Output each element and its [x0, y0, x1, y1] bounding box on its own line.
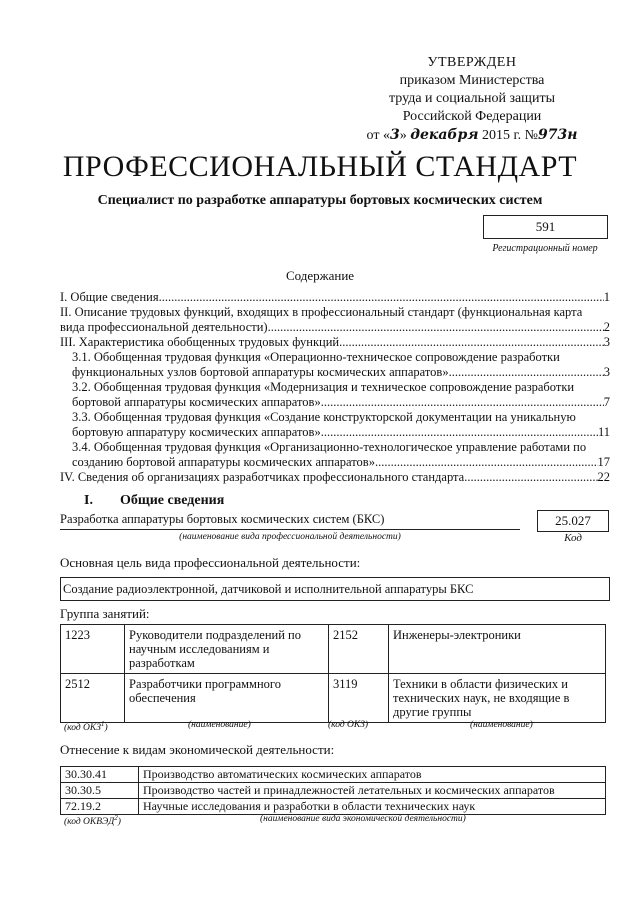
toc-item-page: 3 [603, 365, 610, 379]
okved-code: 30.30.41 [61, 767, 139, 783]
table-row [61, 767, 606, 783]
toc-item-text: 3.2. Обобщенная трудовая функция «Модернизация и техническое сопровождение разработки [72, 380, 575, 394]
approval-title: УТВЕРЖДЕН [427, 55, 517, 70]
okz-name: Техники в области физических и технических наук, не входящие в другие группы [389, 674, 606, 723]
section-heading [84, 493, 224, 509]
toc-item-text: IV. Сведения об организациях разработчиках профессионального стандарта [60, 470, 465, 484]
toc-item[interactable] [60, 380, 610, 410]
table-of-contents [60, 290, 610, 485]
toc-item-text: III. Характеристика обобщенных трудовых функций [60, 335, 340, 349]
approval-line-2: труда и социальной защиты [389, 91, 555, 106]
toc-leader [339, 335, 604, 350]
okved-table [60, 766, 606, 815]
okz-code: 1223 [61, 625, 125, 674]
date-mid: » [399, 128, 407, 143]
caption-okz-name: (наименование) [188, 720, 251, 730]
okz-code: 3119 [329, 674, 389, 723]
standard-title: ПРОФЕССИОНАЛЬНЫЙ СТАНДАРТ [62, 150, 578, 183]
caption-text: ) [104, 723, 108, 734]
toc-item-page: 3 [603, 335, 610, 349]
toc-item-page: 1 [603, 290, 610, 304]
approval-block [352, 54, 592, 145]
toc-heading: Содержание [285, 268, 355, 283]
okz-code: 2152 [329, 625, 389, 674]
approval-line-1: приказом Министерства [399, 73, 545, 88]
toc-item-text: I. Общие сведения [60, 290, 159, 304]
purpose-value: Создание радиоэлектронной, датчиковой и исполнительной аппаратуры БКС [60, 577, 610, 601]
footnote-ref: 2 [114, 814, 118, 822]
toc-item[interactable] [60, 290, 610, 305]
toc-item-page: 11 [597, 425, 610, 439]
order-number: 973н [538, 127, 578, 143]
activity-kind-caption: (наименование вида профессиональной деятельности) [179, 532, 401, 542]
date-month: декабря [410, 127, 479, 143]
okved-code: 30.30.5 [61, 783, 139, 799]
toc-item-text: 3.1. Обобщенная трудовая функция «Операционно-техническое сопровождение разработки [72, 350, 560, 364]
toc-item-page: 7 [603, 395, 610, 409]
activity-kind: Разработка аппаратуры бортовых космических систем (БКС) [60, 512, 520, 530]
caption-text: ) [117, 817, 121, 828]
toc-item-page: 2 [603, 320, 610, 334]
toc-item-text-cont: вида профессиональной деятельности) [60, 320, 268, 334]
table-row [61, 625, 606, 674]
toc-item-page: 22 [597, 470, 610, 484]
okved-name: Производство частей и принадлежностей летательных и космических аппаратов [139, 783, 606, 799]
toc-item-text: II. Описание трудовых функций, входящих в профессиональный стандарт (функциональная карта [60, 305, 583, 319]
table-row [61, 674, 606, 723]
okved-name: Научные исследования и разработки в области технических наук [139, 799, 606, 815]
caption-okz-code-2: (код ОКЗ) [328, 720, 369, 730]
caption-okz-name-2: (наименование) [470, 720, 533, 730]
activity-code-caption: Код [564, 532, 582, 544]
occupation-table [60, 624, 606, 723]
caption-text: (код ОКЗ [64, 723, 101, 734]
registration-number-box: 591 [483, 215, 608, 239]
registration-number-caption: Регистрационный номер [492, 243, 598, 254]
toc-leader [464, 470, 597, 485]
table-row [61, 799, 606, 815]
approval-date-line [352, 126, 592, 145]
okz-name: Разработчики программного обеспечения [125, 674, 329, 723]
toc-item-text-cont: функциональных узлов бортовой аппаратуры космических аппаратов» [72, 365, 449, 379]
standard-subtitle: Специалист по разработке аппаратуры бортовых космических систем [97, 193, 543, 208]
toc-item-text: 3.4. Обобщенная трудовая функция «Организационно-технологическое управление работами по [72, 440, 587, 454]
caption-okved-name: (наименование вида экономической деятельности) [260, 814, 466, 824]
toc-leader [449, 365, 604, 380]
okved-name: Производство автоматических космических аппаратов [139, 767, 606, 783]
toc-item-text-cont: бортовой аппаратуры космических аппаратов» [72, 395, 321, 409]
toc-item[interactable] [60, 350, 610, 380]
okved-code: 72.19.2 [61, 799, 139, 815]
occupation-group-label: Группа занятий: [60, 606, 150, 621]
okz-name: Инженеры-электроники [389, 625, 606, 674]
toc-leader [321, 425, 598, 440]
date-year: 2015 г. № [481, 128, 538, 143]
toc-item-text-cont: созданию бортовой аппаратуры космических аппаратов» [72, 455, 375, 469]
date-prefix: от « [366, 128, 390, 143]
toc-item[interactable] [60, 470, 610, 485]
toc-item[interactable] [60, 440, 610, 470]
toc-item[interactable] [60, 335, 610, 350]
toc-leader [268, 320, 604, 335]
table-row [61, 783, 606, 799]
approval-line-3: Российской Федерации [402, 109, 542, 124]
toc-item[interactable] [60, 410, 610, 440]
section-number: I. [84, 493, 93, 508]
toc-item-text-cont: бортовую аппаратуру космических аппаратов» [72, 425, 321, 439]
toc-item[interactable] [60, 305, 610, 335]
toc-item-text: 3.3. Обобщенная трудовая функция «Создание конструкторской документации на уникальную [72, 410, 576, 424]
toc-leader [159, 290, 604, 305]
caption-okz-code [64, 720, 108, 733]
activity-code: 25.027 [537, 510, 609, 532]
date-day: 3 [389, 127, 400, 143]
caption-text: (код ОКВЭД [64, 817, 115, 828]
okz-name: Руководители подразделений по научным исследованиям и разработкам [125, 625, 329, 674]
toc-item-page: 17 [597, 455, 610, 469]
caption-okved-code [64, 814, 121, 827]
section-title: Общие сведения [120, 493, 225, 508]
toc-leader [375, 455, 598, 470]
purpose-label: Основная цель вида профессиональной деятельности: [60, 555, 361, 570]
footnote-ref: 1 [100, 720, 105, 728]
okz-code: 2512 [61, 674, 125, 723]
toc-leader [321, 395, 604, 410]
okved-label: Отнесение к видам экономической деятельности: [60, 742, 335, 757]
